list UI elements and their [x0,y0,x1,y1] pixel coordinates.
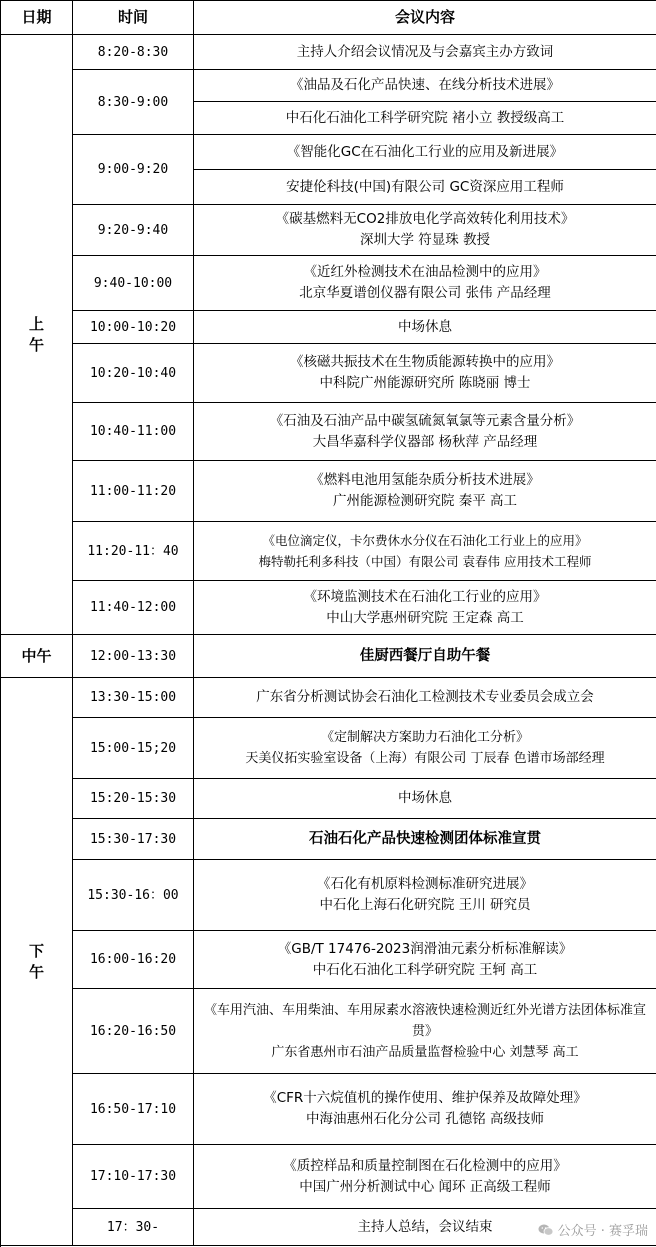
section-afternoon [1,678,73,1246]
break-label: 中场休息 [398,790,452,806]
time-cell: 10:20-10:40 [73,344,194,403]
table-row [1,256,656,311]
header-row [1,1,656,35]
time-cell: 15:30-16：00 [73,860,194,931]
time-cell: 17：30- [73,1209,194,1246]
speaker-line: 中石化石油化工科学研究院 褚小立 教授级高工 [285,109,565,126]
talk-title: 《GB/T 17476-2023润滑油元素分析标准解读》 [277,940,573,957]
content-cell [194,170,656,205]
table-row [1,522,656,581]
table-row [1,989,656,1074]
time-cell: 15:30-17:30 [73,819,194,860]
time-cell: 8:20-8:30 [73,35,194,70]
speaker-line: 中山大学惠州研究院 王定森 高工 [326,609,524,626]
speaker-line: 中海油惠州石化分公司 孔德铭 高级技师 [305,1111,545,1127]
time-cell: 16:50-17:10 [73,1074,194,1145]
content-cell [194,344,656,403]
content-cell [194,989,656,1074]
content-cell [194,403,656,461]
time-cell: 17:10-17:30 [73,1145,194,1209]
talk-title: 《定制解决方案助力石油化工分析》 [320,730,529,745]
speaker-line: 大昌华嘉科学仪器部 杨秋萍 产品经理 [312,433,538,450]
talk-title: 《车用汽油、车用柴油、车用尿素水溶液快速检测近红外光谱方法团体标准宣贯》 [203,1002,646,1039]
section-morning-char-2: 午 [28,335,44,354]
content-cell [194,1145,656,1209]
content-cell [194,860,656,931]
table-row [1,931,656,989]
content-cell [194,522,656,581]
time-cell: 9:00-9:20 [73,135,194,205]
talk-title: 《近红外检测技术在油品检测中的应用》 [303,264,547,280]
content-line: 主持人介绍会议情况及与会嘉宾主办方致词 [296,43,554,60]
talk-title: 《质控样品和质量控制图在石化检测中的应用》 [283,1157,567,1174]
time-cell: 15:00-15;20 [73,718,194,779]
talk-title: 《碳基燃料无CO2排放电化学高效转化利用技术》 [275,211,575,227]
break-label: 中场休息 [398,318,452,335]
section-afternoon-char-1: 下 [28,941,44,960]
content-cell [194,102,656,135]
speaker-line: 广东省惠州市石油产品质量监督检验中心 刘慧琴 高工 [271,1044,579,1060]
speaker-line: 中国广州分析测试中心 闻环 正高级工程师 [299,1178,551,1195]
table-row [1,461,656,522]
talk-title: 《环境监测技术在石油化工行业的应用》 [303,588,547,605]
header-content: 会议内容 [194,1,656,35]
speaker-line: 天美仪拓实验室设备（上海）有限公司 丁辰春 色谱市场部经理 [245,751,605,766]
content-cell [194,1074,656,1145]
speaker-line: 安捷伦科技(中国)有限公司 GC资深应用工程师 [286,178,564,195]
section-morning-char-1: 上 [28,314,44,333]
content-cell [194,635,656,678]
time-cell: 10:40-11:00 [73,403,194,461]
table-row [1,403,656,461]
time-cell: 13:30-15:00 [73,678,194,718]
speaker-line: 北京华夏谱创仪器有限公司 张伟 产品经理 [299,285,551,301]
session-title: 石油石化产品快速检测团体标准宣贯 [309,830,541,847]
speaker-line: 中科院广州能源研究所 陈晓丽 博士 [319,375,531,391]
wechat-icon [538,1223,554,1237]
speaker-line: 梅特勒托利多科技（中国）有限公司 袁春伟 应用技术工程师 [258,554,592,569]
table-row [1,678,656,718]
time-cell: 9:20-9:40 [73,205,194,256]
content-cell [194,678,656,718]
header-date: 日期 [1,1,73,35]
talk-title: 《石油及石油产品中碳氢硫氮氧氯等元素含量分析》 [269,412,581,429]
talk-title: 《核磁共振技术在生物质能源转换中的应用》 [290,354,560,370]
content-cell [194,35,656,70]
time-cell: 11:40-12:00 [73,581,194,635]
time-cell: 10:00-10:20 [73,311,194,344]
talk-title: 《CFR十六烷值机的操作使用、维护保养及故障处理》 [263,1090,587,1106]
time-cell: 9:40-10:00 [73,256,194,311]
time-cell: 12:00-13:30 [73,635,194,678]
content-cell [194,931,656,989]
content-cell [194,135,656,170]
talk-title: 《油品及石化产品快速、在线分析技术进展》 [290,77,560,93]
table-row [1,819,656,860]
table-row [1,635,656,678]
time-cell: 8:30-9:00 [73,70,194,135]
lunch-label: 佳厨西餐厅自助午餐 [359,647,491,664]
content-line: 广东省分析测试协会石油化工检测技术专业委员会成立会 [256,689,594,705]
content-cell [194,70,656,102]
table-row [1,70,656,102]
table-row [1,311,656,344]
table-row [1,135,656,170]
content-cell [194,461,656,522]
speaker-line: 深圳大学 符显珠 教授 [359,232,491,248]
content-cell [194,311,656,344]
content-cell [194,581,656,635]
header-time: 时间 [73,1,194,35]
time-cell: 15:20-15:30 [73,779,194,819]
speaker-line: 中石化石油化工科学研究院 王轲 高工 [312,961,538,978]
section-afternoon-char-2: 午 [28,962,44,981]
table-row [1,718,656,779]
content-cell [194,205,656,256]
talk-title: 《智能化GC在石油化工行业的应用及新进展》 [286,143,564,160]
content-cell [194,779,656,819]
table-row [1,35,656,70]
time-cell: 16:20-16:50 [73,989,194,1074]
table-row [1,1074,656,1145]
section-noon: 中午 [1,635,73,678]
time-cell: 11:20-11：40 [73,522,194,581]
speaker-line: 广州能源检测研究院 秦平 高工 [332,493,518,509]
watermark-text: 公众号 · 赛孚瑞 [557,1224,648,1239]
table-row [1,344,656,403]
speaker-line: 中石化上海石化研究院 王川 研究员 [319,897,531,913]
closing-label: 主持人总结，会议结束 [357,1218,493,1235]
watermark [538,1220,648,1239]
talk-title: 《电位滴定仪，卡尔费休水分仪在石油化工行业上的应用》 [262,533,588,548]
table-row [1,205,656,256]
content-cell [194,718,656,779]
table-row [1,779,656,819]
section-morning [1,35,73,635]
content-cell [194,819,656,860]
table-row [1,860,656,931]
time-cell: 11:00-11:20 [73,461,194,522]
talk-title: 《燃料电池用氢能杂质分析技术进展》 [310,472,540,488]
time-cell: 16:00-16:20 [73,931,194,989]
talk-title: 《石化有机原料检测标准研究进展》 [317,876,533,892]
content-cell [194,256,656,311]
table-row [1,581,656,635]
table-row [1,1145,656,1209]
